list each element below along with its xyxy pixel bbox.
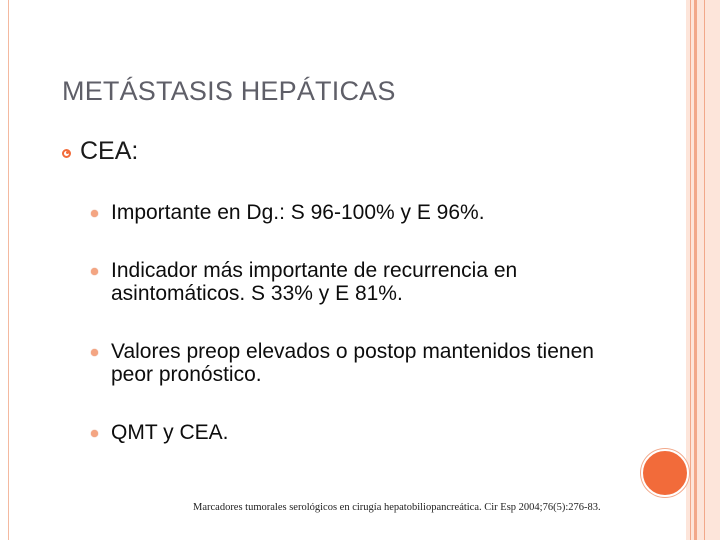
footnote-citation: Marcadores tumorales serológicos en cirugía hepatobiliopancreática. Cir Esp 2004;76(5):276-83.	[193, 502, 601, 513]
slide-title: METÁSTASIS HEPÁTICAS	[62, 76, 396, 106]
bullet-level1-text: CEA:	[80, 137, 139, 165]
right-border-line	[690, 0, 691, 540]
bullet-dot-icon	[91, 349, 98, 356]
bullet-dot-icon	[91, 430, 98, 437]
list-item-text: Indicador más importante de recurrencia en asintomáticos. S 33% y E 81%.	[111, 259, 518, 305]
left-border-line	[8, 0, 9, 540]
bullet-dot-icon	[91, 210, 98, 217]
right-decorative-band	[686, 0, 720, 540]
bullet-level1	[62, 137, 138, 166]
list-item-text: QMT y CEA.	[111, 421, 229, 444]
list-item-text: Importante en Dg.: S 96-100% y E 96%.	[111, 201, 485, 224]
bullet-dot-icon	[91, 268, 98, 275]
list-item	[91, 421, 631, 444]
list-item	[91, 259, 631, 305]
list-item	[91, 340, 631, 386]
list-item-text: Valores preop elevados o postop mantenidos tienen peor pronóstico.	[111, 340, 594, 386]
list-item	[91, 201, 631, 224]
orange-ring-bullet-icon	[62, 149, 71, 158]
orange-circle-decoration	[641, 449, 689, 497]
right-border-line	[704, 0, 705, 540]
right-border-line	[694, 0, 697, 540]
